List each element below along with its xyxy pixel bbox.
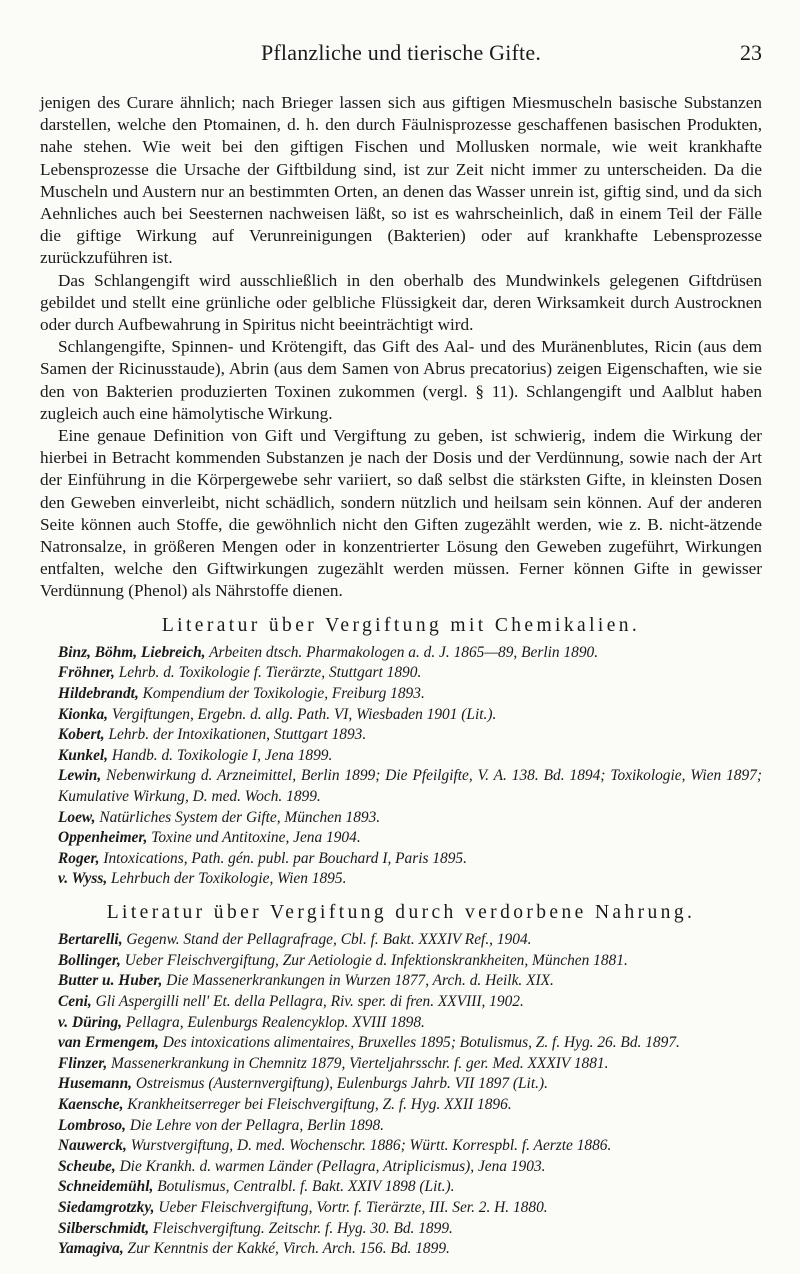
paragraph-toxins: Schlangengifte, Spinnen- und Krötengift, das Gift des Aal- und des Muränenblutes, Ricin (aus dem Samen der Ricinusstaude), Abrin (aus dem Samen von Abrus precatorius) zeigen Eigenschaften, wie sie den von Bakterien produzierten Toxinen zukommen (vergl. § 11). Schlangengift und Aalblut haben zugleich auch eine hämolytische Wirkung. <box>40 337 762 423</box>
reference-entry: Binz, Böhm, Liebreich, Arbeiten dtsch. Pharmakologen a. d. J. 1865—89, Berlin 1890. <box>58 643 599 661</box>
reference-entry: v. Düring, Pellagra, Eulenburgs Realencyklop. XVIII 1898. <box>58 1013 425 1031</box>
reference-entry: Hildebrandt, Kompendium der Toxikologie, Freiburg 1893. <box>58 685 425 703</box>
page-number: 23 <box>740 40 762 65</box>
reference-entry: Bollinger, Ueber Fleischvergiftung, Zur Aetiologie d. Infektionskrankheiten, München 1881. <box>58 951 628 969</box>
reference-entry: v. Wyss, Lehrbuch der Toxikologie, Wien 1895. <box>58 870 347 888</box>
reference-entry: Kunkel, Handb. d. Toxikologie I, Jena 1899. <box>58 746 333 764</box>
reference-entry: Fröhner, Lehrb. d. Toxikologie f. Tierärzte, Stuttgart 1890. <box>58 664 422 682</box>
reference-entry: Lewin, Nebenwirkung d. Arzneimittel, Berlin 1899; Die Pfeilgifte, V. A. 138. Bd. 1894; Toxikologie, Wien 1897; Kumulative Wirkung, D. med. Woch. 1899. <box>58 767 762 806</box>
reference-entry: Kaensche, Krankheitserreger bei Fleischvergiftung, Z. f. Hyg. XXII 1896. <box>58 1095 512 1113</box>
reference-entry: Silberschmidt, Fleischvergiftung. Zeitschr. f. Hyg. 30. Bd. 1899. <box>58 1219 453 1237</box>
reference-entry: Husemann, Ostreismus (Austernvergiftung), Eulenburgs Jahrb. VII 1897 (Lit.). <box>58 1075 548 1093</box>
running-title: Pflanzliche und tierische Gifte. <box>260 40 542 65</box>
reference-entry: Kobert, Lehrb. der Intoxikationen, Stuttgart 1893. <box>58 726 367 744</box>
page-body <box>40 92 762 1260</box>
reference-entry: van Ermengem, Des intoxications alimentaires, Bruxelles 1895; Botulismus, Z. f. Hyg. 26. Bd. 1897. <box>58 1034 680 1052</box>
reference-entry: Oppenheimer, Toxine und Antitoxine, Jena 1904. <box>58 829 361 847</box>
reference-entry: Ceni, Gli Aspergilli nell' Et. della Pellagra, Riv. sper. di fren. XXVIII, 1902. <box>58 992 524 1010</box>
reference-list-food <box>40 930 762 1260</box>
reference-entry: Loew, Natürliches System der Gifte, München 1893. <box>58 808 381 826</box>
section-title-food: Literatur über Vergiftung durch verdorbene Nahrung. <box>106 902 696 923</box>
reference-entry: Flinzer, Massenerkrankung in Chemnitz 1879, Vierteljahrsschr. f. ger. Med. XXXIV 1881. <box>58 1054 609 1072</box>
paragraph-definition: Eine genaue Definition von Gift und Vergiftung zu geben, ist schwierig, indem die Wirkung der hierbei in Betracht kommenden Substanzen je nach der Dosis und der Verdünnung, sowie nach der Art der Einführung in die Körpergewebe sehr variiert, so daß selbst die stärksten Gifte, in kleinsten Dosen den Geweben einverleibt, nicht schädlich, sondern nützlich und heilsam sein können. Auf der anderen Seite können auch Stoffe, die gewöhnlich nicht den Giften zugezählt werden, wie z. B. nicht-ätzende Natronsalze, in größeren Mengen oder in konzentrierter Lösung den Geweben zugeführt, Wirkungen entfalten, welche den Giftwirkungen zugezählt werden müssen. Ferner können Gifte in gewisser Verdünnung (Phenol) als Nährstoffe dienen. <box>40 426 762 601</box>
section-title-chemicals: Literatur über Vergiftung mit Chemikalien. <box>161 614 641 636</box>
reference-entry: Yamagiva, Zur Kenntnis der Kakké, Virch. Arch. 156. Bd. 1899. <box>58 1240 450 1258</box>
reference-list-chemicals <box>40 643 762 890</box>
reference-entry: Lombroso, Die Lehre von der Pellagra, Berlin 1898. <box>58 1116 385 1134</box>
reference-entry: Schneidemühl, Botulismus, Centralbl. f. Bakt. XXIV 1898 (Lit.). <box>58 1178 455 1196</box>
reference-entry: Siedamgrotzky, Ueber Fleischvergiftung, Vortr. f. Tierärzte, III. Ser. 2. H. 1880. <box>58 1198 548 1216</box>
page-header <box>40 40 762 70</box>
reference-entry: Scheube, Die Krankh. d. warmen Länder (Pellagra, Atriplicismus), Jena 1903. <box>58 1157 546 1175</box>
reference-entry: Roger, Intoxications, Path. gén. publ. par Bouchard I, Paris 1895. <box>58 849 467 867</box>
reference-entry: Butter u. Huber, Die Massenerkrankungen in Wurzen 1877, Arch. d. Heilk. XIX. <box>58 972 554 990</box>
paragraph-snake-venom: Das Schlangengift wird ausschließlich in den oberhalb des Mundwinkels gelegenen Giftdrüsen gebildet und stellt eine grünliche oder gelbliche Flüssigkeit dar, deren Wirksamkeit durch Austrocknen oder durch Aufbewahrung in Spiritus nicht beeinträchtigt wird. <box>40 270 762 335</box>
reference-entry: Kionka, Vergiftungen, Ergebn. d. allg. Path. VI, Wiesbaden 1901 (Lit.). <box>58 705 497 723</box>
paragraph-curare-mussels: jenigen des Curare ähnlich; nach Brieger lassen sich aus giftigen Miesmuscheln basische Substanzen darstellen, welche den Ptomainen, d. h. den durch Fäulnisprozesse geschaffenen basischen Produkten, nahe stehen. Wie weit bei den giftigen Fischen und Mollusken normale, wie weit krankhafte Lebensprozesse die Ursache der Giftbildung sind, ist zur Zeit nicht immer zu unterscheiden. Da die Muscheln und Austern nur an bestimmten Orten, an denen das Wasser unrein ist, giftig sind, und da sich Aehnliches auch bei Seesternen nachweisen läßt, so ist es wahrscheinlich, daß in einem Teil der Fälle die giftige Wirkung auf Verunreinigungen (Bakterien) oder auf krankhafte Lebensprozesse zurückzuführen ist. <box>40 93 762 268</box>
reference-entry: Nauwerck, Wurstvergiftung, D. med. Wochenschr. 1886; Württ. Korrespbl. f. Aerzte 1886. <box>58 1137 612 1155</box>
reference-entry: Bertarelli, Gegenw. Stand der Pellagrafrage, Cbl. f. Bakt. XXXIV Ref., 1904. <box>58 931 532 949</box>
